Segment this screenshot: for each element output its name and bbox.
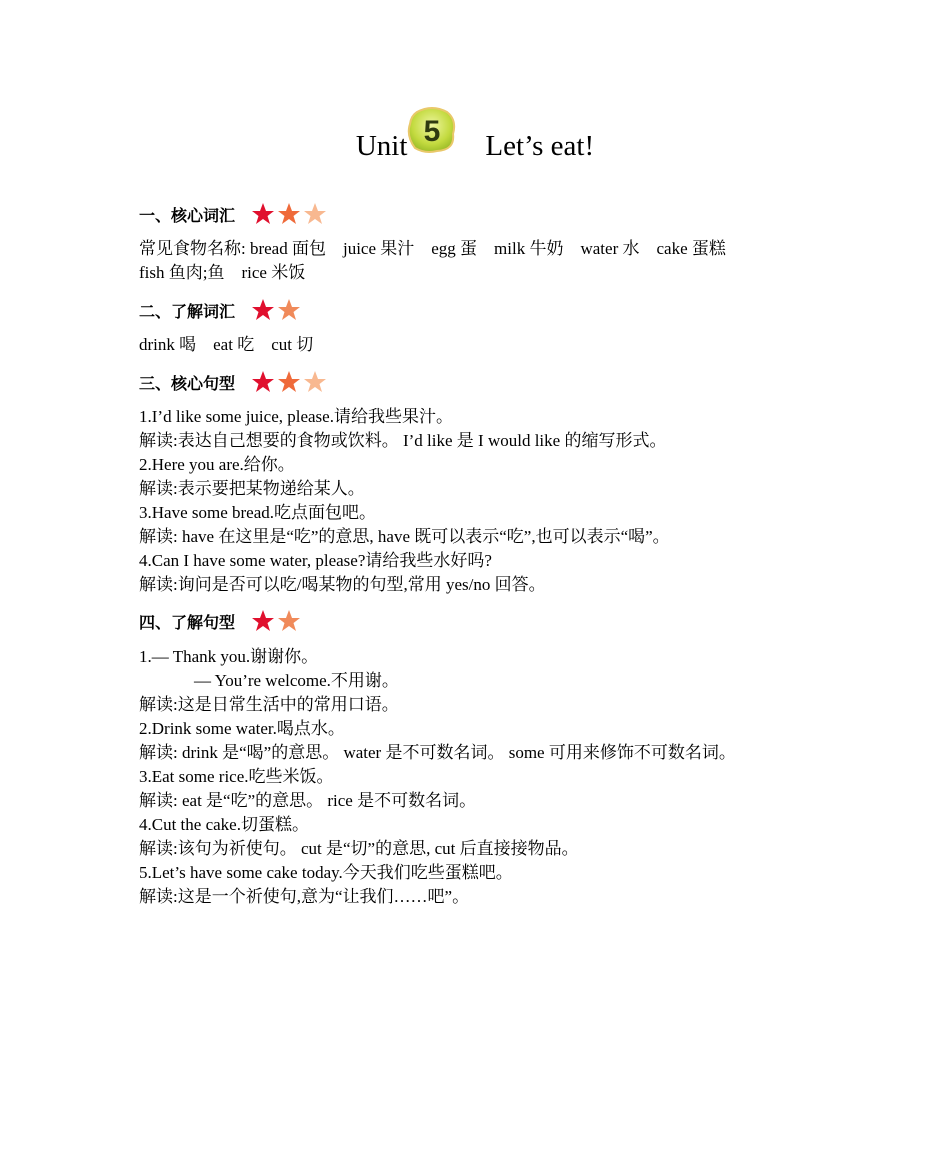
unit-number-badge-icon — [407, 106, 457, 154]
section-heading-text: 三、核心句型 — [139, 373, 236, 393]
rating-stars — [251, 298, 301, 322]
star-icon — [303, 370, 327, 394]
text-line: 4.Cut the cake.切蛋糕。 — [139, 815, 309, 834]
unit-number: 5 — [424, 115, 441, 148]
star-icon — [251, 298, 275, 322]
rating-stars — [251, 202, 327, 226]
section-heading-text: 四、了解句型 — [139, 612, 236, 632]
star-icon — [303, 202, 327, 226]
rating-stars — [251, 609, 301, 633]
star-icon — [251, 609, 275, 633]
text-line: 1.— Thank you.谢谢你。 — [139, 647, 319, 666]
star-icon — [277, 609, 301, 633]
text-line: 1.I’d like some juice, please.请给我些果汁。 — [139, 407, 453, 426]
text-line: 解读:表达自己想要的食物或饮料。 I’d like 是 I would like 的缩写形式。 — [139, 431, 667, 450]
title-unit: Unit — [355, 130, 408, 162]
text-line: 解读: have 在这里是“吃”的意思, have 既可以表示“吃”,也可以表示“喝”。 — [139, 527, 670, 546]
text-line: 4.Can I have some water, please?请给我些水好吗? — [139, 551, 492, 570]
text-line: 解读:表示要把某物递给某人。 — [139, 479, 365, 498]
text-line: — You’re welcome.不用谢。 — [194, 671, 399, 690]
section-heading-basic-vocab — [139, 295, 301, 325]
star-icon — [277, 370, 301, 394]
rating-stars — [251, 370, 327, 394]
section-heading-basic-sentences — [139, 606, 301, 636]
text-line: drink 喝 eat 吃 cut 切 — [139, 335, 314, 354]
section-heading-core-sentences — [139, 367, 327, 397]
star-icon — [277, 298, 301, 322]
page-title — [0, 116, 950, 172]
text-line: 解读: eat 是“吃”的意思。 rice 是不可数名词。 — [139, 791, 477, 810]
text-line: 2.Here you are.给你。 — [139, 455, 295, 474]
section-heading-text: 一、核心词汇 — [139, 205, 236, 225]
text-line: 5.Let’s have some cake today.今天我们吃些蛋糕吧。 — [139, 863, 513, 882]
text-line: 常见食物名称: bread 面包 juice 果汁 egg 蛋 milk 牛奶 water 水 cake 蛋糕 — [139, 239, 726, 258]
star-icon — [251, 370, 275, 394]
star-icon — [251, 202, 275, 226]
text-line: 解读:这是日常生活中的常用口语。 — [139, 695, 399, 714]
section-heading-core-vocab — [139, 199, 327, 229]
section-heading-text: 二、了解词汇 — [139, 301, 236, 321]
title-name: Let’s eat! — [485, 130, 595, 162]
text-line: 3.Have some bread.吃点面包吧。 — [139, 503, 377, 522]
text-line: 解读:这是一个祈使句,意为“让我们……吧”。 — [139, 887, 470, 906]
text-line: fish 鱼肉;鱼 rice 米饭 — [139, 263, 306, 282]
text-line: 2.Drink some water.喝点水。 — [139, 719, 345, 738]
text-line: 3.Eat some rice.吃些米饭。 — [139, 767, 334, 786]
star-icon — [277, 202, 301, 226]
text-line: 解读:该句为祈使句。 cut 是“切”的意思, cut 后直接接物品。 — [139, 839, 579, 858]
text-line: 解读: drink 是“喝”的意思。 water 是不可数名词。 some 可用来修饰不可数名词。 — [139, 743, 736, 762]
text-line: 解读:询问是否可以吃/喝某物的句型,常用 yes/no 回答。 — [139, 575, 546, 594]
